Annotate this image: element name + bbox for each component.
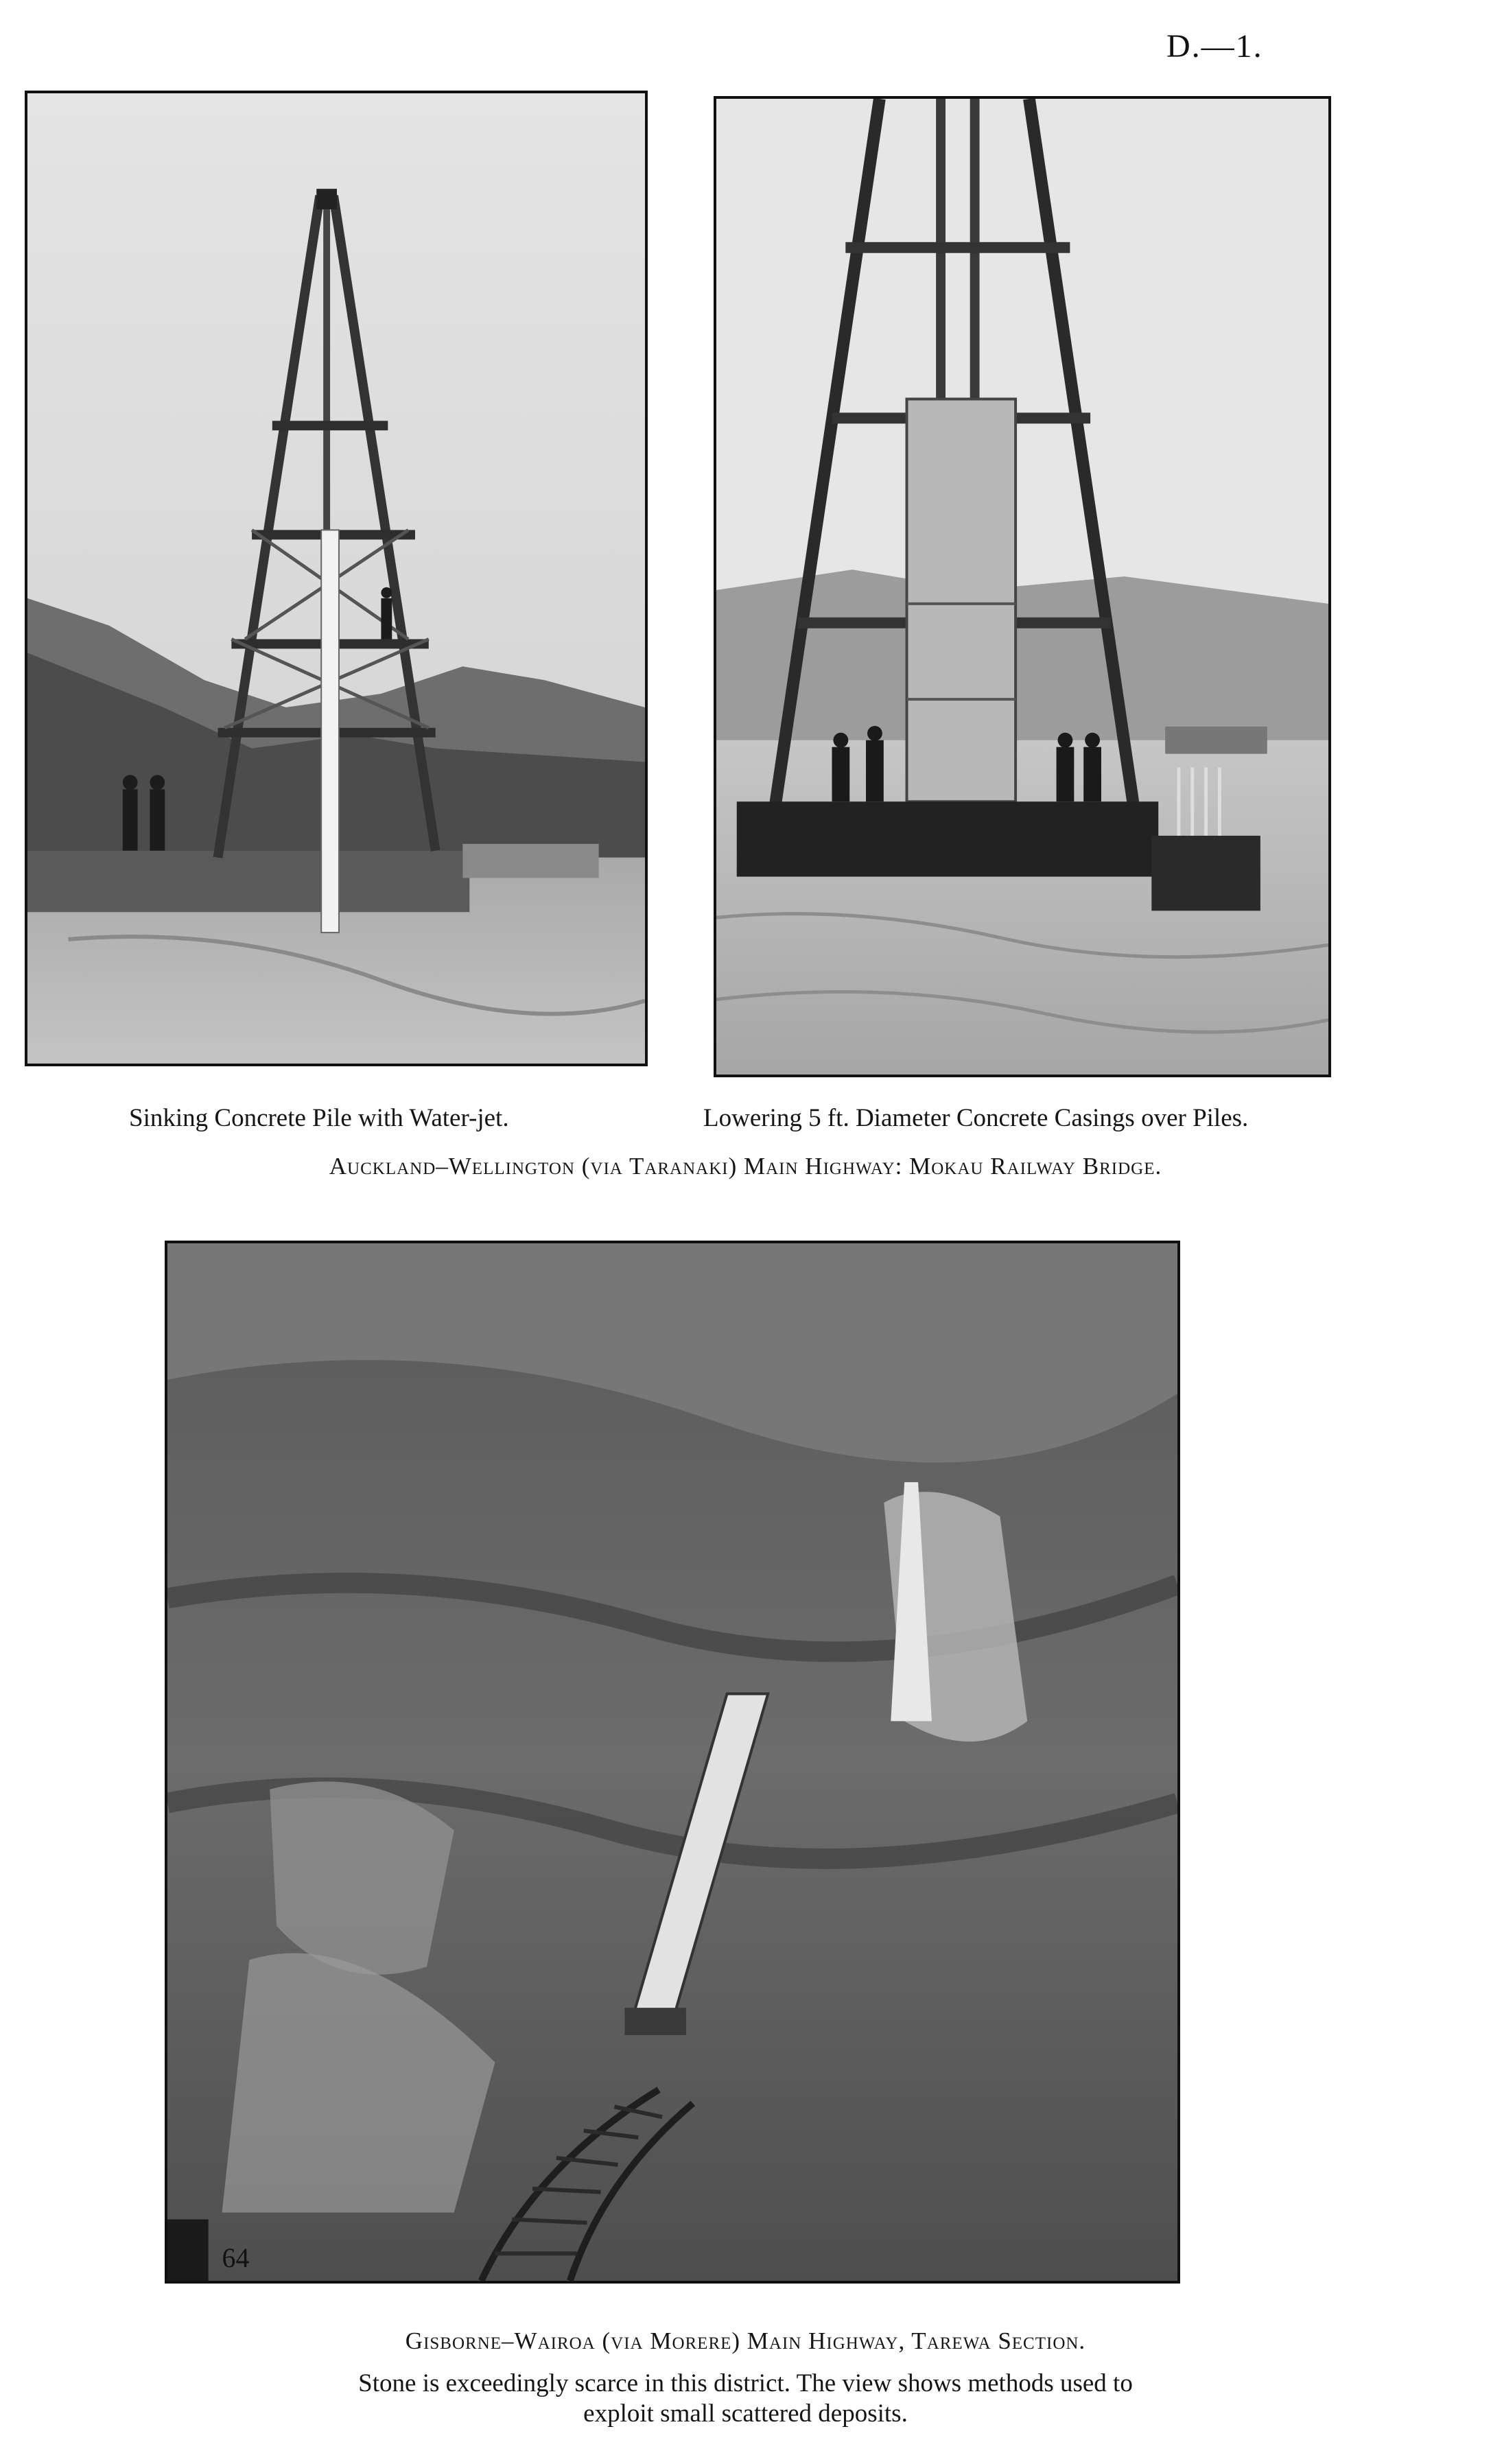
casing-barge-illustration — [716, 99, 1328, 1075]
page-reference: D.—1. — [1166, 28, 1263, 64]
pile-tower-illustration — [27, 93, 645, 1064]
caption-stone-scarce-line2: exploit small scattered deposits. — [583, 2400, 908, 2428]
section-title-tarewa: Gisborne–Wairoa (via Morere) Main Highway, Tarewa Section. — [405, 2327, 1086, 2354]
caption-stone-scarce-line1: Stone is exceedingly scarce in this district. The view shows methods used to — [358, 2369, 1133, 2397]
photo-tarewa-stone-workings — [165, 1241, 1180, 2284]
photo-lowering-concrete-casings — [714, 96, 1331, 1077]
hillside-chute-illustration — [167, 1243, 1177, 2281]
caption-sinking-pile: Sinking Concrete Pile with Water-jet. — [129, 1104, 509, 1132]
caption-lowering-casings: Lowering 5 ft. Diameter Concrete Casings over Piles. — [703, 1104, 1249, 1132]
section-title-mokau-bridge: Auckland–Wellington (via Taranaki) Main Highway: Mokau Railway Bridge. — [329, 1153, 1162, 1180]
photo-sinking-concrete-pile — [25, 91, 648, 1066]
photo-plate-number: 64 — [222, 2243, 250, 2274]
